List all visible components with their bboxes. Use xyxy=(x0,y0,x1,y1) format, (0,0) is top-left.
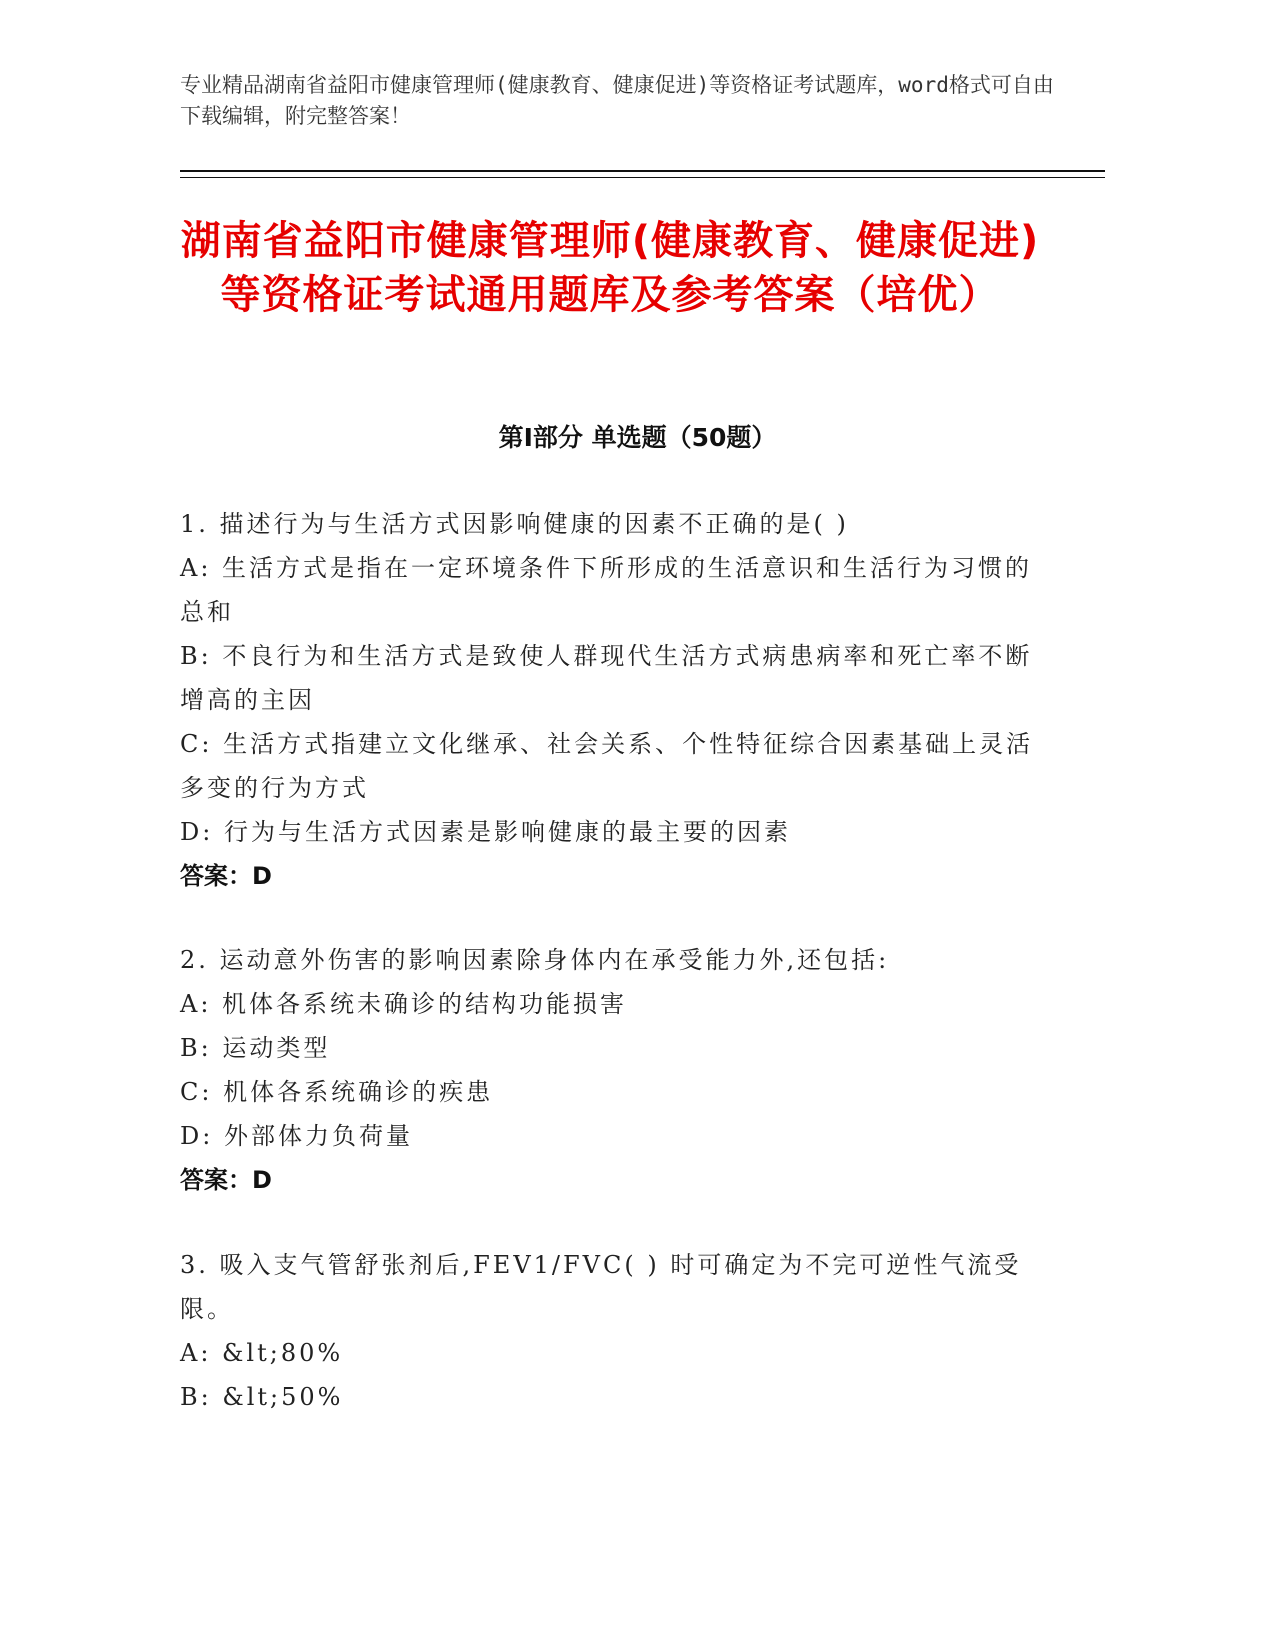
option-b: B: 不良行为和生活方式是致使人群现代生活方式病患病率和死亡率不断增高的主因 xyxy=(180,642,1033,714)
option-c: C: 生活方式指建立文化继承、社会关系、个性特征综合因素基础上灵活多变的行为方式 xyxy=(180,730,1034,802)
option-d: D: 外部体力负荷量 xyxy=(180,1122,413,1150)
question-3 xyxy=(180,1243,1040,1419)
question-stem: 1. 描述行为与生活方式因影响健康的因素不正确的是( ) xyxy=(180,510,849,538)
option-a: A: &lt;80% xyxy=(180,1339,344,1367)
question-2 xyxy=(180,938,1040,1202)
header-divider-thin xyxy=(180,177,1105,178)
document-title: 湖南省益阳市健康管理师(健康教育、健康促进)等资格证考试通用题库及参考答案（培优） xyxy=(180,218,1040,318)
question-stem: 2. 运动意外伤害的影响因素除身体内在承受能力外,还包括: xyxy=(180,946,890,974)
answer-line: 答案：D xyxy=(180,862,272,890)
question-1 xyxy=(180,502,1040,898)
option-b: B: 运动类型 xyxy=(180,1034,331,1062)
question-stem: 3. 吸入支气管舒张剂后,FEV1/FVC( ) 时可确定为不完可逆性气流受限。 xyxy=(180,1251,1022,1323)
section-heading: 第Ⅰ部分 单选题（50题） xyxy=(498,423,777,452)
answer-line: 答案：D xyxy=(180,1166,272,1194)
header-divider-thick xyxy=(180,170,1105,172)
option-d: D: 行为与生活方式因素是影响健康的最主要的因素 xyxy=(180,818,791,846)
option-c: C: 机体各系统确诊的疾患 xyxy=(180,1078,494,1106)
option-a: A: 机体各系统未确诊的结构功能损害 xyxy=(180,990,628,1018)
option-a: A: 生活方式是指在一定环境条件下所形成的生活意识和生活行为习惯的总和 xyxy=(180,554,1033,626)
document-header: 专业精品湖南省益阳市健康管理师(健康教育、健康促进)等资格证考试题库，word格式可自由下载编辑，附完整答案！ xyxy=(180,73,1054,128)
option-b: B: &lt;50% xyxy=(180,1383,344,1411)
